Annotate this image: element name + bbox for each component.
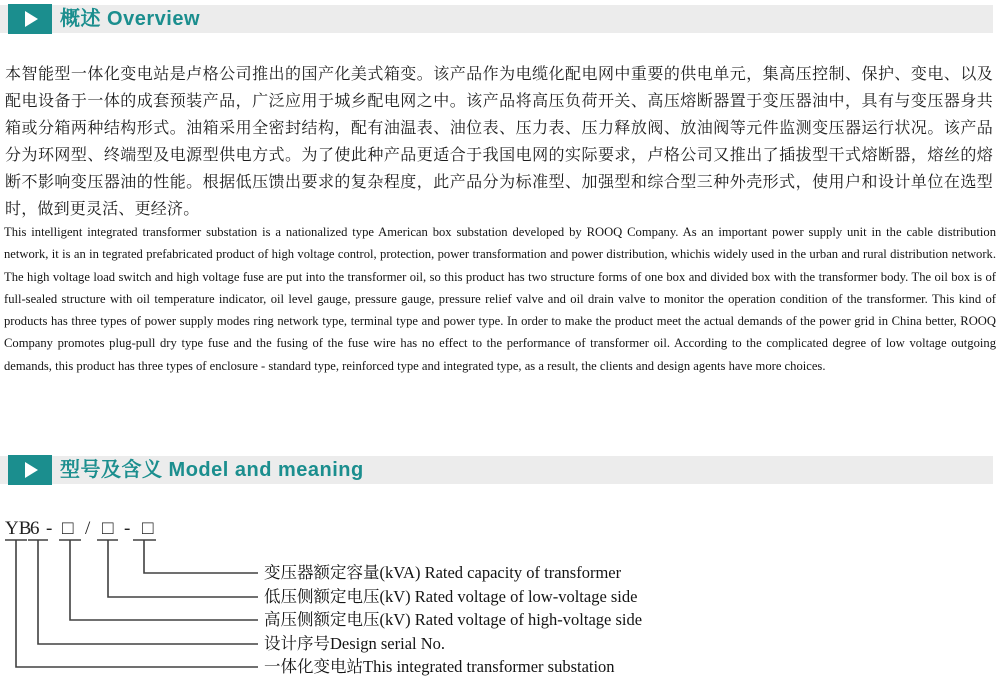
connector-rated-capacity bbox=[133, 540, 258, 573]
play-triangle-icon bbox=[25, 462, 38, 478]
model-code-prefix: YB bbox=[5, 518, 32, 539]
connector-design-serial bbox=[28, 540, 258, 644]
section-header-model-meaning bbox=[0, 456, 993, 484]
model-code bbox=[0, 518, 260, 540]
label-low-voltage-side: 低压侧额定电压(kV) Rated voltage of low-voltage side bbox=[264, 587, 638, 606]
label-integrated-substation: 一体化变电站This integrated transformer substation bbox=[264, 657, 615, 676]
overview-paragraph-chinese: 本智能型一体化变电站是卢格公司推出的国产化美式箱变。该产品作为电缆化配电网中重要的供电单元，集高压控制、保护、变电、以及配电设备于一体的成套预装产品，广泛应用于城乡配电网之中。该产品将高压负荷开关、高压熔断器置于变压器油中，具有与变压器身共箱或分箱两种结构形式。油箱采用全密封结构，配有油温表、油位表、压力表、压力释放阀、放油阀等元件监测变压器运行状况。该产品分为环网型、终端型及电源型供电方式。为了使此种产品更适合于我国电网的实际要求，卢格公司又推出了插拔型干式熔断器，熔丝的熔断不影响变压器油的性能。根据低压馈出要求的复杂程度，此产品分为标准型、加强型和综合型三种外壳形式，使用户和设计单位在选型时，做到更灵活、更经济。 bbox=[5, 66, 993, 218]
section-marker-box bbox=[8, 455, 52, 485]
section-marker-box bbox=[8, 4, 52, 34]
connector-substation bbox=[5, 540, 258, 667]
label-rated-capacity: 变压器额定容量(kVA) Rated capacity of transformer bbox=[264, 563, 622, 582]
model-code-dash: - bbox=[124, 518, 131, 539]
model-code-serial: 6 bbox=[30, 518, 40, 539]
label-high-voltage-side: 高压侧额定电压(kV) Rated voltage of high-voltage side bbox=[264, 610, 643, 629]
play-triangle-icon bbox=[25, 11, 38, 27]
overview-paragraph-english: This intelligent integrated transformer substation is a nationalized type American box substation developed by ROOQ Company. As an important power supply unit in the cable distribution network, it is an in tegrated prefabricated product of high voltage control, protection, power transformation and power distribution, whichis widely used in the urban and rural distribution network. The high voltage load switch and high voltage fuse are put into the transformer oil, so this product has two structure forms of one box and divided box with the transformer body. The oil box is of full-sealed structure with oil temperature indicator, oil level gauge, pressure gauge, pressure relief valve and oil drain valve to monitor the operation condition of the transformer. This kind of products has three types of power supply modes ring network type, terminal type and power type. In order to make the product meet the actual demands of the power grid in China better, ROOQ Company promotes plug-pull dry type fuse and the fusing of the fuse wire has no effect to the performance of transformer oil. According to the complicated degree of low voltage outgoing demands, this product has three types of enclosure - standard type, reinforced type and integrated type, as a result, the clients and design agents have more choices. bbox=[4, 225, 996, 373]
model-code-dash: - bbox=[46, 518, 53, 539]
overview-section-title: 概述 Overview bbox=[60, 8, 201, 30]
connector-high-voltage bbox=[59, 540, 258, 620]
section-header-overview bbox=[0, 5, 993, 33]
model-code-box-hv: □ bbox=[62, 518, 74, 539]
connector-low-voltage bbox=[97, 540, 258, 597]
model-code-slash: / bbox=[85, 518, 91, 539]
model-section-title: 型号及含义 Model and meaning bbox=[60, 459, 364, 481]
label-design-serial-no: 设计序号Design serial No. bbox=[264, 634, 446, 653]
model-code-box-kva: □ bbox=[142, 518, 154, 539]
model-designation-diagram bbox=[0, 510, 1000, 680]
model-code-box-lv: □ bbox=[102, 518, 114, 539]
